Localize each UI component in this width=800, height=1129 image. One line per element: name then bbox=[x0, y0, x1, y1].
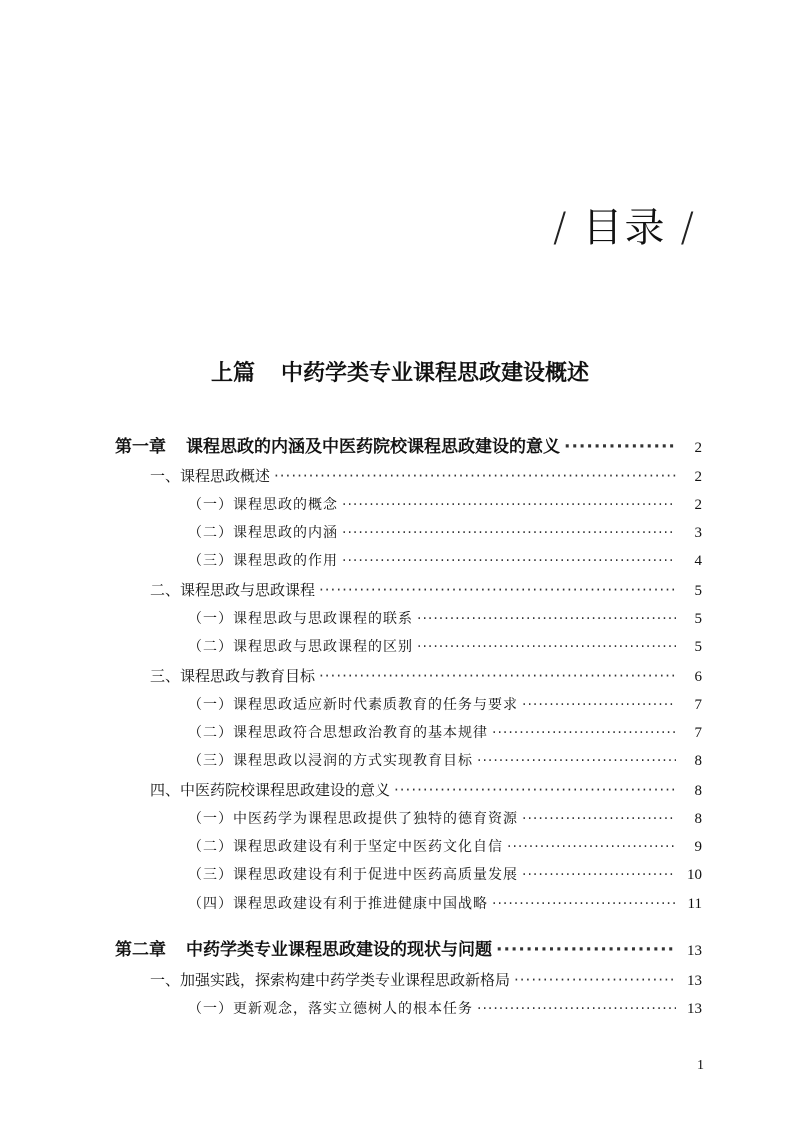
dot-leader bbox=[477, 1001, 676, 1017]
sub-entry[interactable] bbox=[188, 522, 702, 542]
entry-title-text: （一）课程思政适应新时代素质教育的任务与要求 bbox=[188, 697, 518, 713]
entry-page: 7 bbox=[694, 725, 702, 741]
dot-leader bbox=[342, 553, 676, 569]
chapter-entry[interactable] bbox=[115, 935, 702, 960]
part-label: 上篇 bbox=[210, 361, 255, 386]
entry-title-text: （一）课程思政的概念 bbox=[188, 497, 338, 513]
entry-title-text: （一）更新观念，落实立德树人的根本任务 bbox=[188, 1001, 473, 1017]
entry-page: 2 bbox=[694, 497, 702, 513]
sub-entry[interactable] bbox=[188, 836, 702, 856]
heading-right-slash: / bbox=[680, 205, 696, 251]
part-title bbox=[0, 356, 800, 387]
entry-page: 11 bbox=[687, 896, 702, 912]
entry-title bbox=[188, 694, 518, 714]
entry-title bbox=[188, 636, 413, 656]
dot-leader bbox=[477, 753, 676, 769]
chapter-entry[interactable] bbox=[115, 432, 702, 457]
entry-page: 4 bbox=[694, 553, 702, 569]
entry-page: 3 bbox=[694, 525, 702, 541]
dot-leader bbox=[507, 839, 676, 855]
dot-leader bbox=[522, 811, 676, 827]
entry-title-text: 四、中医药院校课程思政建设的意义 bbox=[150, 781, 391, 799]
sub-entry[interactable] bbox=[188, 550, 702, 570]
chapter-number: 第二章 bbox=[115, 940, 166, 960]
section-entry[interactable] bbox=[150, 465, 702, 486]
entry-page: 2 bbox=[694, 440, 702, 456]
dot-leader bbox=[417, 639, 676, 655]
sub-entry[interactable] bbox=[188, 750, 702, 770]
entry-title-text: 二、课程思政与思政课程 bbox=[150, 581, 316, 599]
entry-title bbox=[188, 893, 488, 913]
entry-page: 10 bbox=[687, 867, 702, 883]
entry-page: 7 bbox=[694, 697, 702, 713]
entry-page: 5 bbox=[694, 639, 702, 655]
dot-leader bbox=[319, 667, 676, 685]
sub-entry[interactable] bbox=[188, 998, 702, 1018]
page-number: 1 bbox=[697, 1058, 704, 1073]
entry-title-text: （二）课程思政建设有利于坚定中医药文化自信 bbox=[188, 839, 503, 855]
dot-leader bbox=[564, 437, 676, 457]
entry-page: 13 bbox=[687, 973, 702, 989]
sub-entry[interactable] bbox=[188, 893, 702, 913]
part-name: 中药学类专业课程思政建设概述 bbox=[281, 361, 590, 386]
entry-title bbox=[115, 432, 560, 457]
entry-title bbox=[188, 722, 488, 742]
entry-title bbox=[150, 465, 270, 486]
entry-title-text: （二）课程思政的内涵 bbox=[188, 525, 338, 541]
entry-title bbox=[188, 998, 473, 1018]
sub-entry[interactable] bbox=[188, 808, 702, 828]
dot-leader bbox=[342, 525, 676, 541]
entry-title-text: （三）课程思政以浸润的方式实现教育目标 bbox=[188, 753, 473, 769]
entry-title bbox=[188, 608, 413, 628]
entry-title-text: （二）课程思政符合思想政治教育的基本规律 bbox=[188, 725, 488, 741]
toc-heading bbox=[553, 196, 696, 253]
entry-page: 8 bbox=[694, 811, 702, 827]
entry-title bbox=[150, 579, 315, 600]
entry-title-text: （三）课程思政建设有利于促进中医药高质量发展 bbox=[188, 867, 518, 883]
entry-title bbox=[188, 836, 503, 856]
sub-entry[interactable] bbox=[188, 636, 702, 656]
entry-page: 5 bbox=[694, 611, 702, 627]
dot-leader bbox=[274, 467, 676, 485]
sub-entry[interactable] bbox=[188, 694, 702, 714]
entry-page: 8 bbox=[694, 783, 702, 799]
entry-page: 13 bbox=[687, 943, 702, 959]
entry-title bbox=[188, 494, 338, 514]
dot-leader bbox=[522, 697, 676, 713]
entry-page: 6 bbox=[694, 669, 702, 685]
entry-title bbox=[150, 665, 315, 686]
section-entry[interactable] bbox=[150, 665, 702, 686]
entry-title-text: 一、课程思政概述 bbox=[150, 467, 271, 485]
entry-page: 8 bbox=[694, 753, 702, 769]
entry-title bbox=[150, 779, 390, 800]
entry-title bbox=[150, 969, 510, 990]
entry-title bbox=[115, 935, 492, 960]
sub-entry[interactable] bbox=[188, 864, 702, 884]
dot-leader bbox=[394, 781, 676, 799]
section-entry[interactable] bbox=[150, 579, 702, 600]
sub-entry[interactable] bbox=[188, 608, 702, 628]
entry-title-text: （二）课程思政与思政课程的区别 bbox=[188, 639, 413, 655]
entry-title-text: （一）课程思政与思政课程的联系 bbox=[188, 611, 413, 627]
entry-title-text: 中药学类专业课程思政建设的现状与问题 bbox=[186, 940, 492, 960]
entry-title bbox=[188, 808, 518, 828]
entry-page: 9 bbox=[694, 839, 702, 855]
sub-entry[interactable] bbox=[188, 494, 702, 514]
entry-title bbox=[188, 522, 338, 542]
dot-leader bbox=[492, 725, 676, 741]
heading-text: 目录 bbox=[582, 205, 667, 251]
entry-title-text: 一、加强实践，探索构建中药学类专业课程思政新格局 bbox=[150, 971, 511, 989]
dot-leader bbox=[417, 611, 676, 627]
entry-title-text: 课程思政的内涵及中医药院校课程思政建设的意义 bbox=[186, 437, 560, 457]
section-entry[interactable] bbox=[150, 969, 702, 990]
entry-page: 2 bbox=[694, 469, 702, 485]
sub-entry[interactable] bbox=[188, 722, 702, 742]
dot-leader bbox=[492, 896, 676, 912]
entry-title bbox=[188, 550, 338, 570]
entry-page: 5 bbox=[694, 583, 702, 599]
entry-title-text: （三）课程思政的作用 bbox=[188, 553, 338, 569]
dot-leader bbox=[319, 581, 676, 599]
dot-leader bbox=[342, 497, 676, 513]
section-entry[interactable] bbox=[150, 779, 702, 800]
dot-leader bbox=[514, 971, 676, 989]
entry-page: 13 bbox=[687, 1001, 702, 1017]
entry-title bbox=[188, 864, 518, 884]
heading-left-slash: / bbox=[553, 205, 569, 251]
entry-title-text: （四）课程思政建设有利于推进健康中国战略 bbox=[188, 896, 488, 912]
dot-leader bbox=[496, 940, 676, 960]
chapter-number: 第一章 bbox=[115, 437, 166, 457]
dot-leader bbox=[522, 867, 676, 883]
entry-title-text: （一）中医药学为课程思政提供了独特的德育资源 bbox=[188, 811, 518, 827]
entry-title-text: 三、课程思政与教育目标 bbox=[150, 667, 316, 685]
entry-title bbox=[188, 750, 473, 770]
